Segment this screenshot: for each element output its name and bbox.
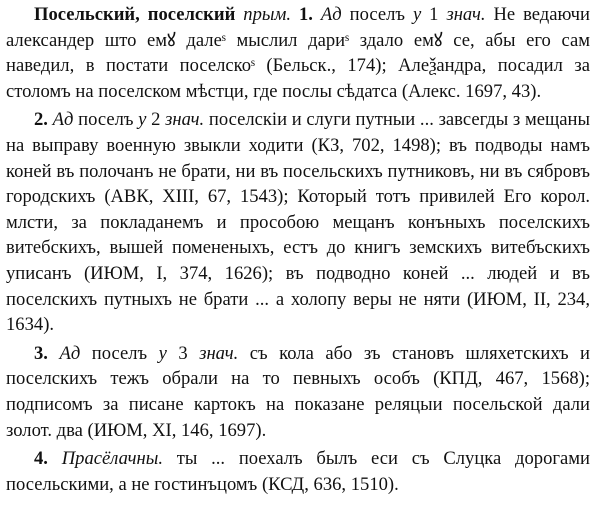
sense-1 — [6, 2, 590, 104]
quotation-text: Не ведаючи александер што емꙋ далеˢ мыслил дариˢ здало емꙋ се, абы его сам наведил, в постати поселскоˢ (Бельск., 174); Алеѯандра, посадил за столомъ на поселском мѣстци, где послы сѣдатса (Алекс. 1697, 43). — [6, 4, 590, 102]
sense-2 — [6, 107, 590, 337]
language-label: Ад — [320, 4, 342, 25]
reference-preposition: у — [412, 4, 422, 25]
reference-number: 1 — [429, 4, 439, 25]
reference-word: поселъ — [91, 342, 148, 364]
sense-number: 2. — [34, 109, 48, 131]
meaning-label: знач. — [199, 342, 239, 364]
reference-number: 2 — [151, 109, 161, 131]
reference-number: 3 — [178, 342, 188, 364]
quotation-text: съ кола або зъ становъ шляхетскихъ и поселскихъ тежъ обрали на то певныхъ особъ (КПД, 467, 1568); подписомъ за писане картокъ на показане реляцыи посельской дали золот. два (ИЮМ, XI, 146, 1697). — [6, 342, 591, 441]
reference-preposition: у — [138, 109, 147, 131]
quotation-text: ты ... поехалъ былъ еси съ Слуцка дорогами посельскими, а не гостинъцомъ (КСД, 636, 1510). — [6, 448, 590, 495]
sense-3 — [6, 341, 590, 443]
meaning-label: знач. — [446, 4, 486, 25]
translation-label: Прасёлачны. — [61, 448, 163, 470]
sense-number: 3. — [34, 342, 48, 364]
sense-number: 4. — [34, 448, 48, 470]
reference-word: поселъ — [349, 4, 405, 25]
language-label: Ад — [52, 109, 74, 131]
meaning-label: знач. — [165, 109, 205, 131]
reference-word: поселъ — [78, 109, 134, 131]
quotation-text: поселскіи и слуги путныи ... завсегды з мещаны на выправу военную звыкли ходити (КЗ, 702, 1498); въ подводы намъ коней въ полочанъ не брати, ни въ посельскихъ путниковъ, ни въ сябровъ городскихъ (АВК, XIII, 67, 1543); Который тотъ привилей Его корол. млсти, за покладанемъ и прособою мещанъ конъныхъ поселскихъ витебскихъ, вышей помененыхъ, естъ до книгъ земскихъ витебъскихъ уписанъ (ИЮМ, I, 374, 1626); въ подводно коней ... людей и въ поселскихъ путныхъ не брати ... а холопу веры не няти (ИЮМ, II, 234, 1634). — [6, 109, 590, 336]
region-label: прым. — [243, 4, 291, 25]
headword: Посельский, поселский — [34, 4, 236, 25]
sense-4 — [6, 446, 590, 497]
reference-preposition: у — [158, 342, 167, 364]
language-label: Ад — [59, 342, 81, 364]
sense-number: 1. — [298, 4, 313, 25]
